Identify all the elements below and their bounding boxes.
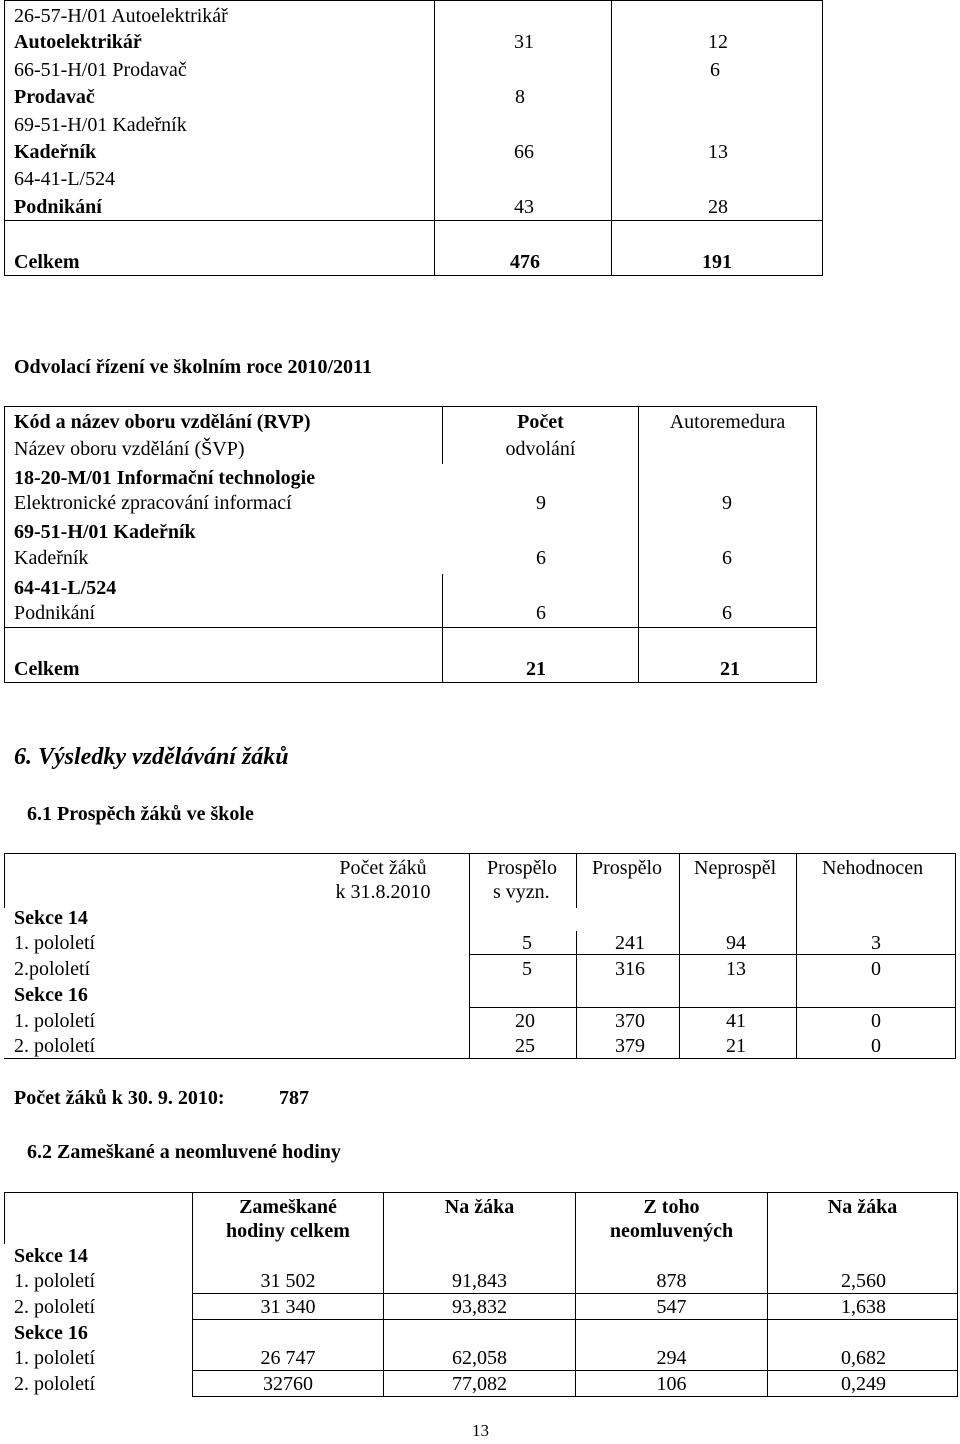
results-row1-honors: 5 bbox=[522, 932, 532, 954]
t1-row2-code: 66-51-H/01 Prodavač bbox=[14, 59, 187, 81]
absence-row2-missed: 31 340 bbox=[260, 1296, 316, 1318]
results-sekce14: Sekce 14 bbox=[14, 907, 88, 929]
absence-head-missed-1: Zameškané bbox=[239, 1196, 337, 1218]
appeals-head-col2-line2: odvolání bbox=[505, 438, 576, 460]
t1-row3-code: 69-51-H/01 Kadeřník bbox=[14, 114, 187, 136]
results-row3-passed: 370 bbox=[615, 1010, 645, 1032]
results-row2-unrated: 0 bbox=[871, 958, 881, 980]
appeals-row1-code: 18-20-M/01 Informační technologie bbox=[14, 467, 316, 489]
results-row1-label: 1. pololetí bbox=[14, 932, 96, 954]
absence-row3-per2: 0,682 bbox=[841, 1347, 886, 1369]
results-head-honors-1: Prospělo bbox=[487, 857, 557, 879]
absence-row1-unexcused: 878 bbox=[656, 1270, 687, 1292]
results-row3-unrated: 0 bbox=[871, 1010, 881, 1032]
results-head-honors-2: s vyzn. bbox=[493, 881, 550, 903]
appeals-total-v1: 21 bbox=[526, 658, 546, 680]
t1-total-v2: 191 bbox=[702, 251, 732, 273]
absence-row2-per1: 93,832 bbox=[452, 1296, 507, 1318]
results-row3-failed: 41 bbox=[726, 1010, 746, 1032]
t1-row4-v1: 43 bbox=[514, 196, 534, 218]
student-count-label: Počet žáků k 30. 9. 2010: bbox=[14, 1087, 225, 1109]
appeals-head-col1-line1: Kód a název oboru vzdělání (RVP) bbox=[14, 411, 311, 433]
absence-sekce14: Sekce 14 bbox=[14, 1245, 88, 1267]
section6-heading: 6. Výsledky vzdělávání žáků bbox=[14, 744, 289, 770]
appeals-row3-name: Podnikání bbox=[14, 602, 96, 624]
t1-total-label: Celkem bbox=[14, 251, 80, 273]
appeals-row1-v1: 9 bbox=[536, 492, 546, 514]
results-row4-label: 2. pololetí bbox=[14, 1035, 96, 1057]
absence-row4-per1: 77,082 bbox=[452, 1373, 507, 1395]
results-row2-passed: 316 bbox=[615, 958, 645, 980]
t1-row3-name: Kadeřník bbox=[14, 141, 97, 163]
t1-row4-v2: 28 bbox=[708, 196, 728, 218]
absence-head-per2: Na žáka bbox=[827, 1196, 898, 1218]
t1-row4-code: 64-41-L/524 bbox=[14, 168, 116, 190]
appeals-row2-code: 69-51-H/01 Kadeřník bbox=[14, 521, 196, 543]
results-row2-honors: 5 bbox=[522, 958, 532, 980]
t1-total-v1: 476 bbox=[510, 251, 540, 273]
appeals-title: Odvolací řízení ve školním roce 2010/2011 bbox=[14, 356, 372, 378]
appeals-total-v2: 21 bbox=[720, 658, 740, 680]
absence-row3-unexcused: 294 bbox=[656, 1347, 687, 1369]
appeals-total-label: Celkem bbox=[14, 658, 80, 680]
t1-row1-v2: 12 bbox=[708, 31, 728, 53]
absence-row3-missed: 26 747 bbox=[260, 1347, 316, 1369]
absence-row2-per2: 1,638 bbox=[841, 1296, 886, 1318]
results-row3-honors: 20 bbox=[515, 1010, 535, 1032]
results-head-count-1: Počet žáků bbox=[339, 857, 427, 879]
absence-head-missed-2: hodiny celkem bbox=[226, 1220, 350, 1242]
student-count-value: 787 bbox=[279, 1087, 309, 1109]
results-row1-unrated: 3 bbox=[871, 932, 881, 954]
appeals-head-col2-line1: Počet bbox=[517, 411, 564, 433]
appeals-row2-name: Kadeřník bbox=[14, 547, 89, 569]
absence-row1-per2: 2,560 bbox=[841, 1270, 886, 1292]
page-number: 13 bbox=[472, 1421, 489, 1440]
appeals-row2-v2: 6 bbox=[722, 547, 732, 569]
results-row2-label: 2.pololetí bbox=[14, 958, 91, 980]
results-head-count-2: k 31.8.2010 bbox=[335, 881, 431, 903]
absence-head-per1: Na žáka bbox=[444, 1196, 515, 1218]
results-row2-failed: 13 bbox=[726, 958, 746, 980]
t1-row1-code: 26-57-H/01 Autoelektrikář bbox=[14, 5, 228, 27]
absence-row4-missed: 32760 bbox=[263, 1373, 313, 1395]
absence-sekce16: Sekce 16 bbox=[14, 1322, 88, 1344]
absence-row1-per1: 91,843 bbox=[452, 1270, 507, 1292]
t1-row3-v1: 66 bbox=[514, 141, 534, 163]
absence-head-unexcused-2: neomluvených bbox=[609, 1220, 734, 1242]
absence-row4-unexcused: 106 bbox=[656, 1373, 687, 1395]
absence-head-unexcused-1: Z toho bbox=[643, 1196, 700, 1218]
absence-row4-per2: 0,249 bbox=[841, 1373, 886, 1395]
appeals-row3-v2: 6 bbox=[722, 602, 732, 624]
section6-sub2: 6.2 Zameškané a neomluvené hodiny bbox=[27, 1141, 341, 1163]
results-row3-label: 1. pololetí bbox=[14, 1010, 96, 1032]
absence-row4-label: 2. pololetí bbox=[14, 1373, 96, 1395]
results-head-passed: Prospělo bbox=[592, 857, 662, 879]
appeals-row2-v1: 6 bbox=[536, 547, 546, 569]
appeals-row1-name: Elektronické zpracování informací bbox=[14, 492, 292, 514]
appeals-row3-code: 64-41-L/524 bbox=[14, 577, 117, 599]
section6-sub1: 6.1 Prospěch žáků ve škole bbox=[27, 803, 254, 825]
results-row4-honors: 25 bbox=[515, 1035, 535, 1057]
t1-row4-name: Podnikání bbox=[14, 196, 102, 218]
t1-row2-v1: 8 bbox=[515, 86, 525, 108]
t1-row2-name: Prodavač bbox=[14, 86, 95, 108]
absence-row1-missed: 31 502 bbox=[260, 1270, 316, 1292]
results-row4-passed: 379 bbox=[615, 1035, 645, 1057]
results-row4-unrated: 0 bbox=[871, 1035, 881, 1057]
results-head-failed: Neprospěl bbox=[694, 857, 777, 879]
t1-row1-v1: 31 bbox=[514, 31, 534, 53]
appeals-head-col1-line2: Název oboru vzdělání (ŠVP) bbox=[14, 438, 245, 460]
absence-row3-per1: 62,058 bbox=[452, 1347, 507, 1369]
t1-row3-v2: 13 bbox=[708, 141, 728, 163]
results-row1-passed: 241 bbox=[615, 932, 645, 954]
absence-row2-label: 2. pololetí bbox=[14, 1296, 96, 1318]
absence-row1-label: 1. pololetí bbox=[14, 1270, 96, 1292]
absence-row3-label: 1. pololetí bbox=[14, 1347, 96, 1369]
absence-row2-unexcused: 547 bbox=[656, 1296, 687, 1318]
appeals-row1-v2: 9 bbox=[722, 492, 732, 514]
results-row1-failed: 94 bbox=[726, 932, 746, 954]
results-head-unrated: Nehodnocen bbox=[822, 857, 924, 879]
appeals-row3-v1: 6 bbox=[536, 602, 546, 624]
t1-row2-v2: 6 bbox=[710, 59, 720, 81]
appeals-head-col3: Autoremedura bbox=[669, 411, 786, 433]
results-sekce16: Sekce 16 bbox=[14, 984, 88, 1006]
t1-row1-name: Autoelektrikář bbox=[14, 31, 142, 53]
results-row4-failed: 21 bbox=[726, 1035, 746, 1057]
